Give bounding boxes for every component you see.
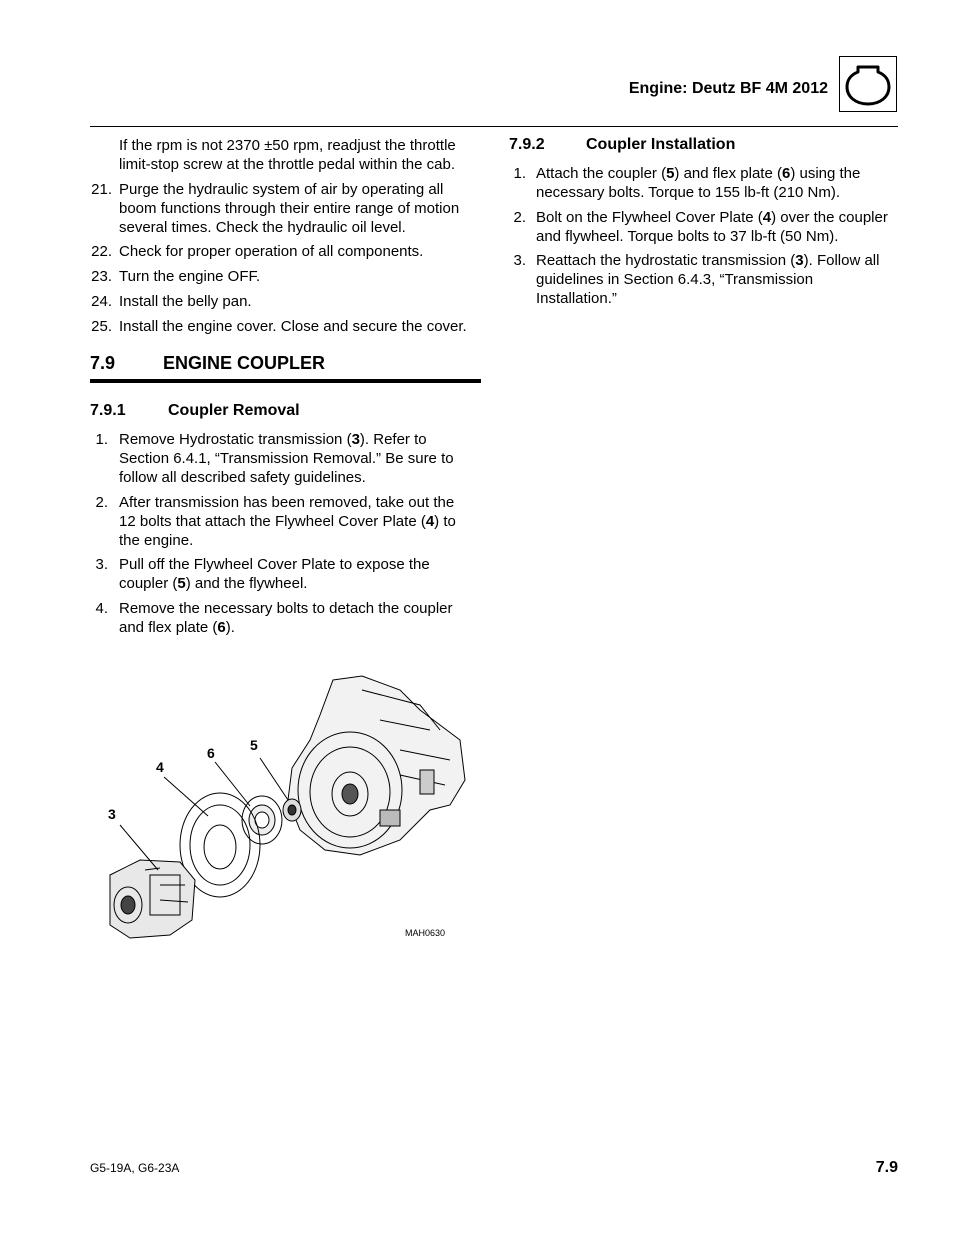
step-number: 2.	[95, 494, 108, 511]
step-line: follow all described safety guidelines.	[119, 469, 366, 486]
section-number: 7.9	[90, 353, 116, 373]
step-line: Bolt on the Flywheel Cover Plate (4) over the coupler	[536, 209, 888, 226]
step-text	[119, 180, 459, 237]
callout-label: 5	[250, 737, 258, 753]
engine-outline-icon	[839, 56, 897, 112]
subsection-number: 7.9.2	[509, 136, 545, 153]
step-number: 2.	[513, 209, 526, 226]
step-line: Attach the coupler (5) and flex plate (6) using the	[536, 165, 861, 182]
header-rule	[90, 126, 898, 127]
step-number: 22.	[91, 243, 112, 260]
step-text	[119, 555, 430, 593]
section-rule	[90, 379, 481, 383]
step-line: Remove Hydrostatic transmission (3). Refer to	[119, 431, 427, 448]
step-text: Install the engine cover. Close and secure the cover.	[119, 318, 467, 335]
step-text	[536, 164, 860, 202]
step-line: and flex plate (6).	[119, 619, 235, 636]
step-line: Installation.”	[536, 290, 617, 307]
step-line: Purge the hydraulic system of air by operating all	[119, 181, 444, 198]
step-line: several times. Check the hydraulic oil level.	[119, 219, 406, 236]
step-line: 12 bolts that attach the Flywheel Cover Plate (4) to	[119, 513, 456, 530]
para-line: If the rpm is not 2370 ±50 rpm, readjust the throttle	[119, 137, 456, 154]
section-title: ENGINE COUPLER	[163, 353, 326, 373]
step-text: Check for proper operation of all components.	[119, 243, 424, 260]
step-line: necessary bolts. Torque to 155 lb-ft (210 Nm).	[536, 184, 841, 201]
step-line: coupler (5) and the flywheel.	[119, 575, 308, 592]
step-number: 4.	[95, 600, 108, 617]
step-text: Turn the engine OFF.	[119, 268, 261, 285]
step-line: boom functions through their entire range of motion	[119, 200, 460, 217]
coupler-exploded-figure	[100, 670, 470, 950]
step-number: 3.	[513, 252, 526, 269]
step-number: 3.	[95, 556, 108, 573]
page-number: 7.9	[875, 1159, 898, 1176]
header-title: Engine: Deutz BF 4M 2012	[628, 80, 828, 97]
step-text: Install the belly pan.	[119, 293, 252, 310]
step-line: Reattach the hydrostatic transmission (3). Follow all	[536, 252, 880, 269]
step-number: 21.	[91, 181, 112, 198]
step-text	[119, 599, 453, 637]
step-number: 23.	[91, 268, 112, 285]
step-line: After transmission has been removed, take out the	[119, 494, 455, 511]
step-line: Pull off the Flywheel Cover Plate to expose the	[119, 556, 430, 573]
step-number: 25.	[91, 318, 112, 335]
step-text	[536, 251, 879, 308]
step-text	[536, 208, 888, 246]
step-text	[119, 430, 454, 487]
callout-label: 6	[207, 745, 215, 761]
step-line: the engine.	[119, 532, 194, 549]
callout-label: 3	[108, 806, 116, 822]
para-line: limit-stop screw at the throttle pedal within the cab.	[119, 156, 455, 173]
figure-code: MAH0630	[405, 928, 446, 938]
continued-paragraph	[119, 136, 456, 174]
subsection-number: 7.9.1	[90, 402, 126, 419]
step-line: guidelines in Section 6.4.3, “Transmission	[536, 271, 814, 288]
step-text	[119, 493, 456, 550]
callout-label: 4	[156, 759, 164, 775]
step-line: Section 6.4.1, “Transmission Removal.” Be sure to	[119, 450, 454, 467]
step-line: Remove the necessary bolts to detach the coupler	[119, 600, 453, 617]
subsection-title: Coupler Removal	[168, 402, 300, 419]
step-number: 1.	[95, 431, 108, 448]
subsection-title: Coupler Installation	[586, 136, 736, 153]
step-number: 24.	[91, 293, 112, 310]
step-line: and flywheel. Torque bolts to 37 lb-ft (50 Nm).	[536, 228, 839, 245]
footer-models: G5-19A, G6-23A	[90, 1161, 180, 1175]
step-number: 1.	[513, 165, 526, 182]
